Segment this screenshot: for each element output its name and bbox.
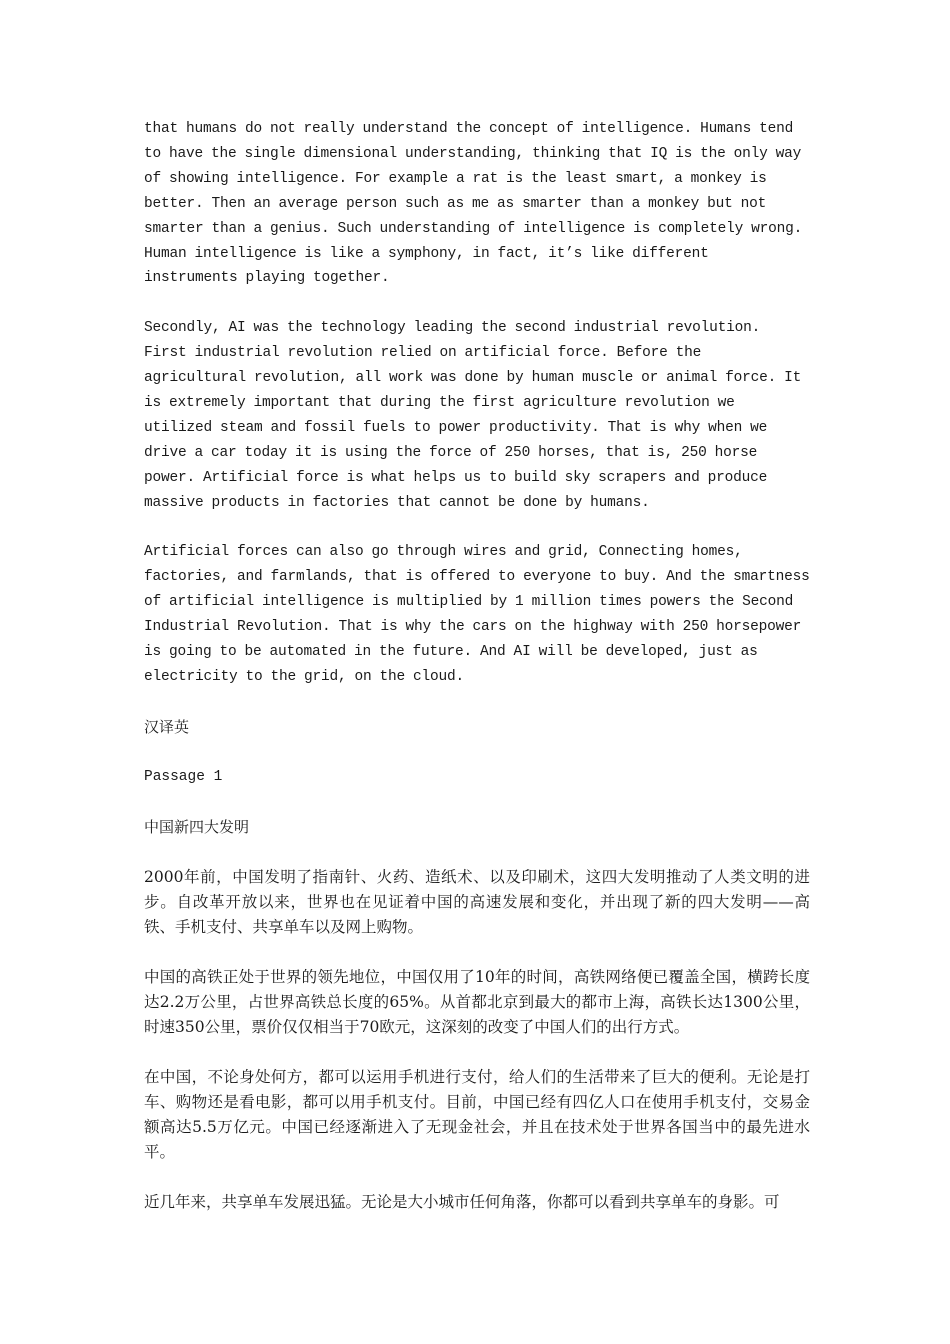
passage-label: Passage 1 (144, 768, 223, 785)
english-paragraph-1: that humans do not really understand the concept of intelligence. Humans tend to have the single dimensional understanding, thinking that IQ is the only way of showing intelligence. For example a rat is the least smart, a monkey is better. Then an average person such as me as smarter than a monkey but not smarter than a genius. Such understanding of intelligence is completely wrong. Human intelligence is like a symphony, in fact, it’s like different instruments playing together. (144, 121, 803, 287)
document-page (144, 117, 810, 1240)
chinese-paragraph-4: 近几年来，共享单车发展迅猛。无论是大小城市任何角落，你都可以看到共享单车的身影。可 (144, 1192, 780, 1211)
passage-title: 中国新四大发明 (144, 817, 250, 836)
chinese-paragraph-3: 在中国，不论身处何方，都可以运用手机进行支付，给人们的生活带来了巨大的便利。无论是打车、购物还是看电影，都可以用手机支付。目前，中国已经有四亿人口在使用手机支付，交易金额高达5.5万亿元。中国已经逐渐进入了无现金社会，并且在技术处于世界各国当中的最先进水平。 (144, 1067, 810, 1161)
english-paragraph-3: Artificial forces can also go through wires and grid, Connecting homes, factories, and farmlands, that is offered to everyone to buy. And the smartness of artificial intelligence is multiplied by 1 million times powers the Second Industrial Revolution. That is why the cars on the highway with 250 horsepower is going to be automated in the future. And AI will be developed, just as electricity to the grid, on the cloud. (144, 544, 810, 685)
section-heading: 汉译英 (144, 717, 190, 736)
chinese-paragraph-2: 中国的高铁正处于世界的领先地位，中国仅用了10年的时间，高铁网络便已覆盖全国，横跨长度达2.2万公里，占世界高铁总长度的65%。从首都北京到最大的都市上海，高铁长达1300公里，时速350公里，票价仅仅相当于70欧元，这深刻的改变了中国人们的出行方式。 (144, 967, 810, 1036)
english-paragraph-2: Secondly, AI was the technology leading the second industrial revolution. First industrial revolution relied on artificial force. Before the agricultural revolution, all work was done by human muscle or animal force. It is extremely important that during the first agriculture revolution we utilized steam and fossil fuels to power productivity. That is why when we drive a car today it is using the force of 250 horses, that is, 250 horse power. Artificial force is what helps us to build sky scrapers and produce massive products in factories that cannot be done by humans. (144, 320, 802, 511)
chinese-paragraph-1: 2000年前，中国发明了指南针、火药、造纸术、以及印刷术，这四大发明推动了人类文明的进步。自改革开放以来，世界也在见证着中国的高速发展和变化，并出现了新的四大发明——高铁、手机支付、共享单车以及网上购物。 (144, 867, 810, 936)
